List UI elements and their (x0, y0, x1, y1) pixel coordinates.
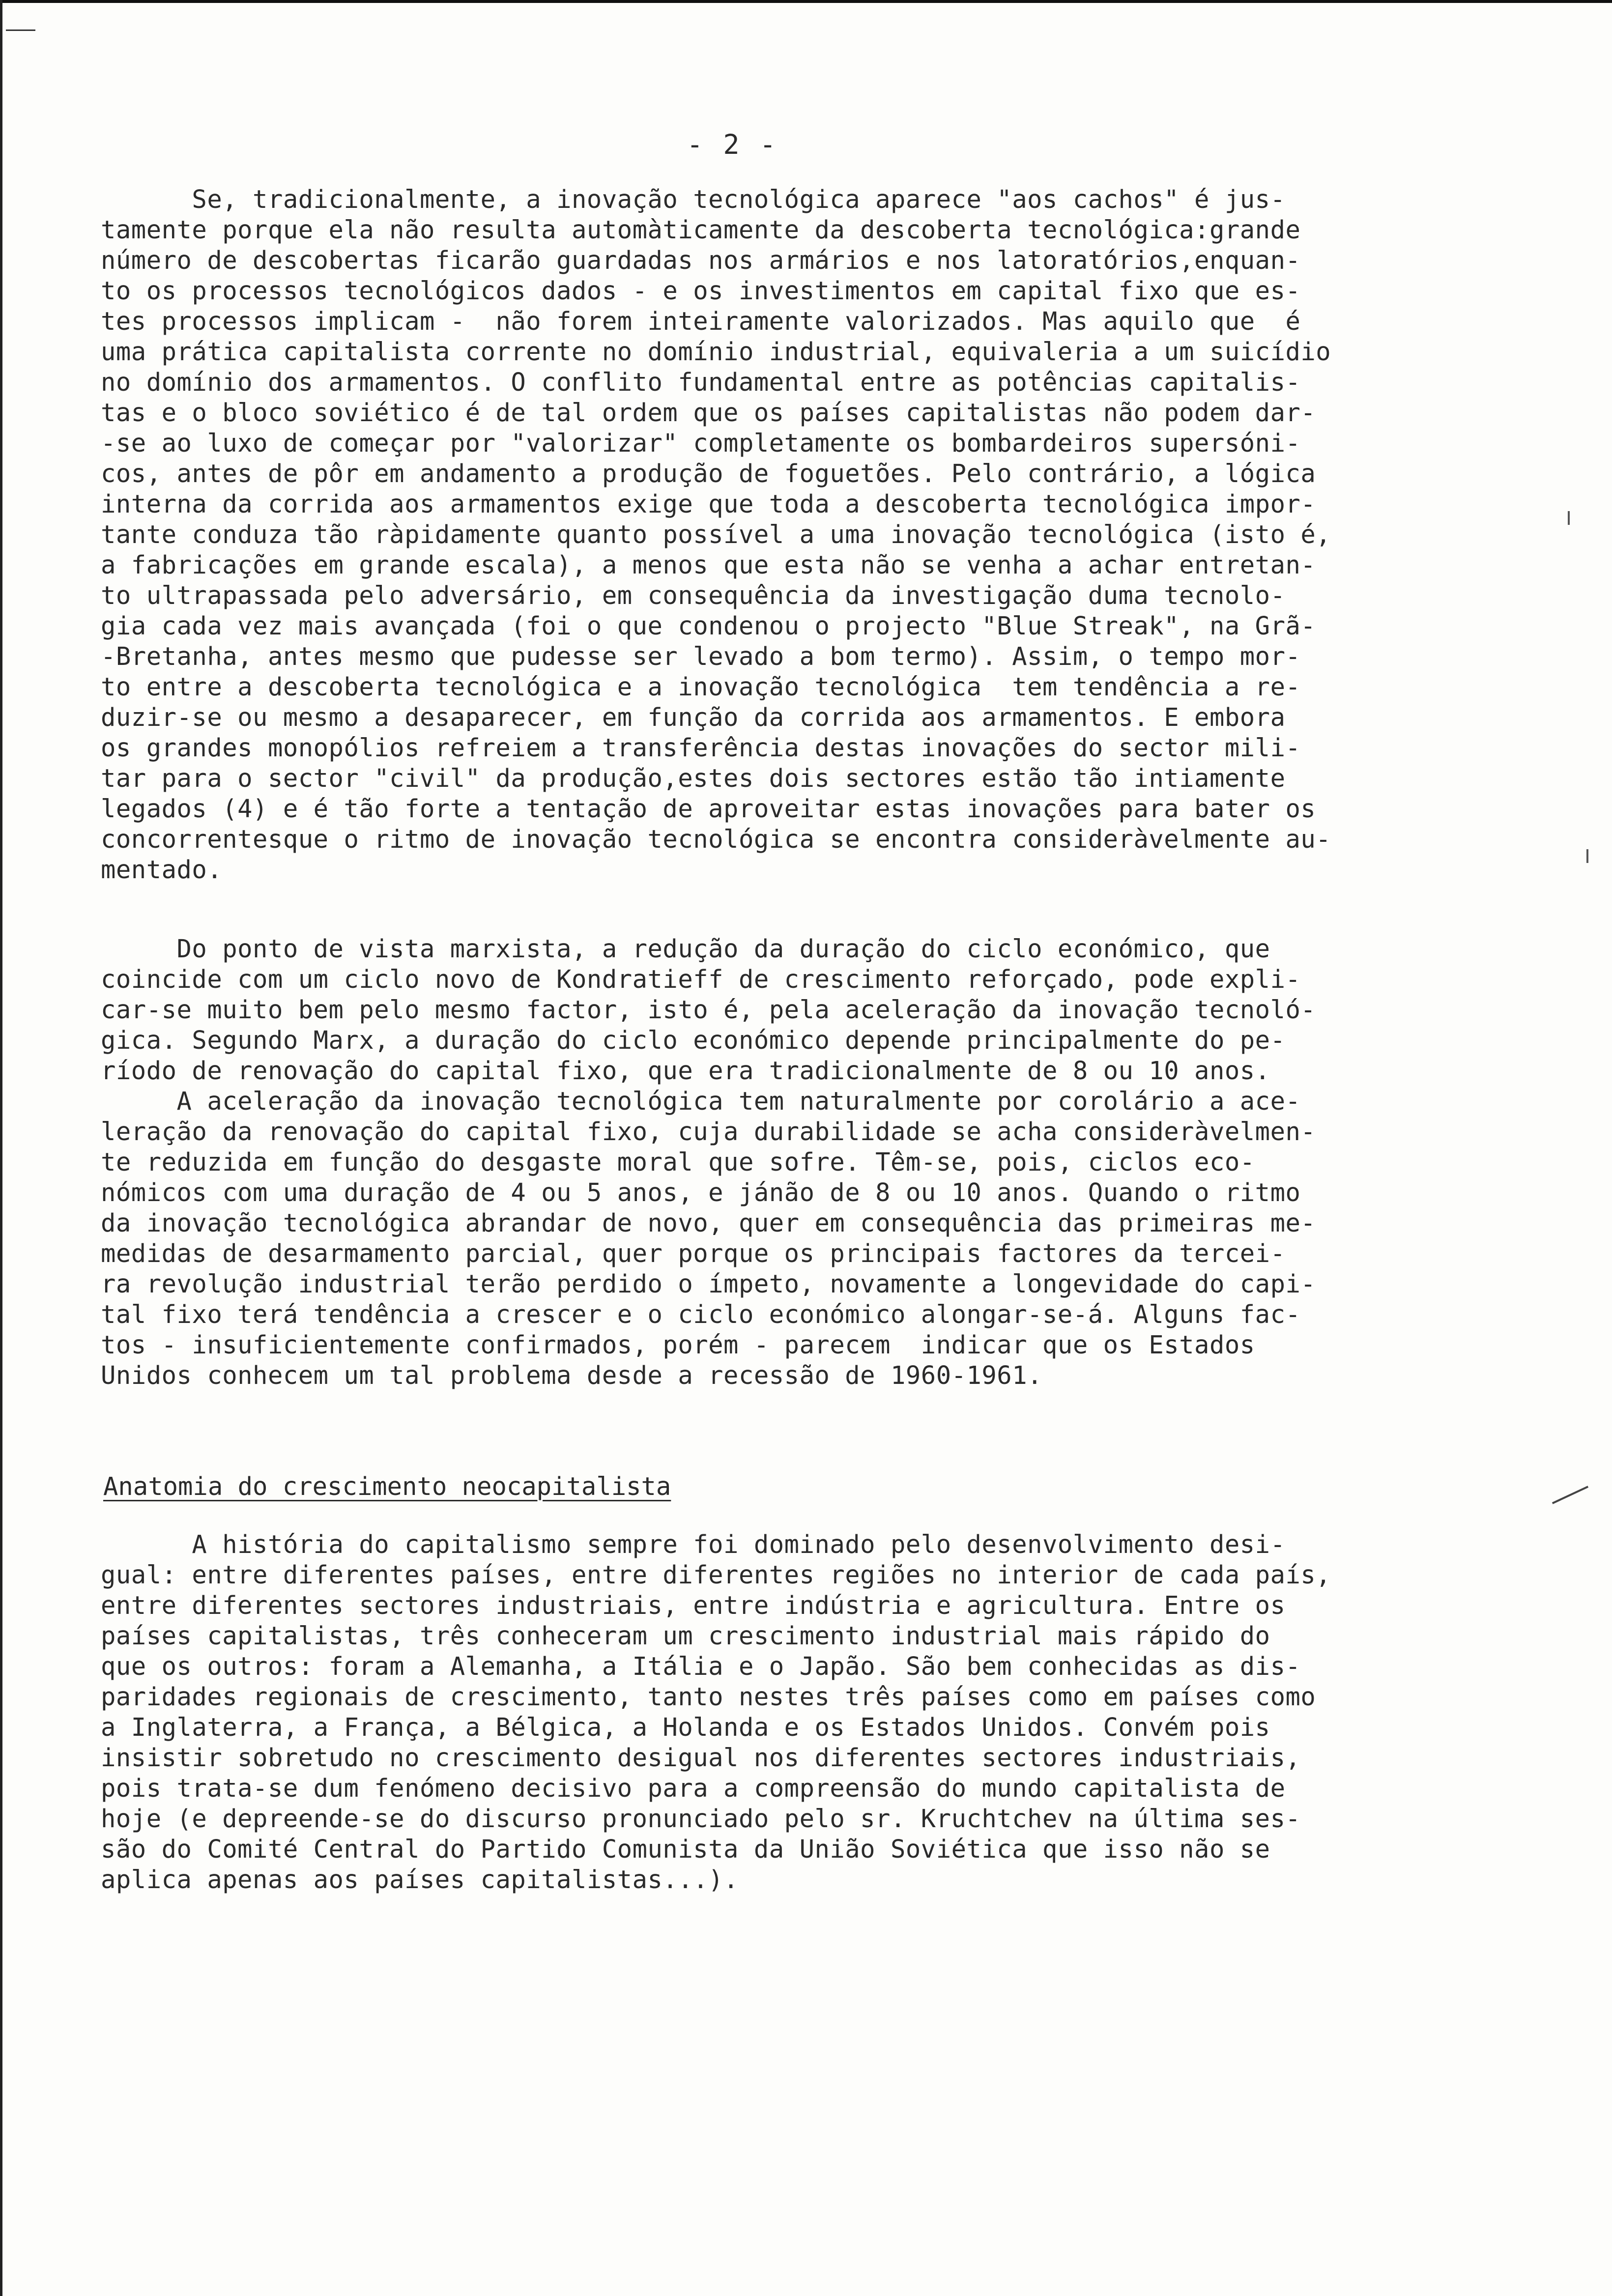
text-line: tas e o bloco soviético é de tal ordem que os países capitalistas não podem dar- (101, 398, 1316, 427)
text-line: medidas de desarmamento parcial, quer porque os principais factores da tercei- (101, 1239, 1286, 1268)
text-line: tamente porque ela não resulta automàticamente da descoberta tecnológica:grande (101, 215, 1301, 244)
text-line: entre diferentes sectores industriais, entre indústria e agricultura. Entre os (101, 1591, 1286, 1620)
text-line: pois trata-se dum fenómeno decisivo para a compreensão do mundo capitalista de (101, 1774, 1286, 1803)
text-line: países capitalistas, três conheceram um crescimento industrial mais rápido do (101, 1621, 1270, 1650)
text-line: interna da corrida aos armamentos exige que toda a descoberta tecnológica impor- (101, 489, 1316, 518)
text-line: coincide com um ciclo novo de Kondratieff de crescimento reforçado, pode expli- (101, 965, 1301, 994)
text-line: A aceleração da inovação tecnológica tem naturalmente por corolário a ace- (101, 1087, 1301, 1116)
text-line: to entre a descoberta tecnológica e a inovação tecnológica tem tendência a re- (101, 672, 1301, 701)
text-line: cos, antes de pôr em andamento a produção de foguetões. Pelo contrário, a lógica (101, 459, 1316, 488)
text-line: os grandes monopólios refreiem a transferência destas inovações do sector mili- (101, 733, 1301, 762)
text-line: A história do capitalismo sempre foi dominado pelo desenvolvimento desi- (101, 1530, 1286, 1559)
text-line: são do Comité Central do Partido Comunista da União Soviética que isso não se (101, 1835, 1270, 1864)
text-line: nómicos com uma duração de 4 ou 5 anos, e jánão de 8 ou 10 anos. Quando o ritmo (101, 1178, 1301, 1207)
text-line: a fabricações em grande escala), a menos que esta não se venha a achar entretan- (101, 550, 1316, 579)
text-line: tal fixo terá tendência a crescer e o ciclo económico alongar-se-á. Alguns fac- (101, 1300, 1301, 1329)
text-line: legados (4) e é tão forte a tentação de aproveitar estas inovações para bater os (101, 794, 1316, 823)
scan-border-top (0, 0, 1612, 3)
text-line: gica. Segundo Marx, a duração do ciclo económico depende principalmente do pe- (101, 1026, 1286, 1055)
text-line: ra revolução industrial terão perdido o ímpeto, novamente a longevidade do capi- (101, 1269, 1316, 1298)
text-line: ríodo de renovação do capital fixo, que era tradicionalmente de 8 ou 10 anos. (101, 1056, 1270, 1085)
margin-tick (1568, 511, 1570, 525)
text-line: to os processos tecnológicos dados - e os investimentos em capital fixo que es- (101, 276, 1301, 305)
text-line: aplica apenas aos países capitalistas...). (101, 1865, 739, 1894)
text-line: da inovação tecnológica abrandar de novo, quer em consequência das primeiras me- (101, 1208, 1316, 1237)
text-line: Se, tradicionalmente, a inovação tecnológica aparece "aos cachos" é jus- (101, 185, 1286, 214)
text-line: to ultrapassada pelo adversário, em consequência da investigação duma tecnolo- (101, 581, 1286, 610)
text-line: paridades regionais de crescimento, tanto nestes três países como em países como (101, 1682, 1316, 1711)
text-line: no domínio dos armamentos. O conflito fundamental entre as potências capitalis- (101, 368, 1301, 397)
text-line: gia cada vez mais avançada (foi o que condenou o projecto "Blue Streak", na Grã- (101, 611, 1316, 640)
text-line: insistir sobretudo no crescimento desigual nos diferentes sectores industriais, (101, 1743, 1301, 1772)
section-heading: Anatomia do crescimento neocapitalista (103, 1472, 671, 1501)
text-line: a Inglaterra, a França, a Bélgica, a Holanda e os Estados Unidos. Convém pois (101, 1713, 1270, 1742)
text-line: uma prática capitalista corrente no domínio industrial, equivaleria a um suicídio (101, 337, 1331, 366)
text-line: car-se muito bem pelo mesmo factor, isto é, pela aceleração da inovação tecnoló- (101, 995, 1316, 1024)
text-line: -Bretanha, antes mesmo que pudesse ser levado a bom termo). Assim, o tempo mor- (101, 642, 1301, 671)
text-line: leração da renovação do capital fixo, cuja durabilidade se acha consideràvelmen- (101, 1117, 1316, 1146)
text-line: -se ao luxo de começar por "valorizar" completamente os bombardeiros supersóni- (101, 429, 1301, 458)
margin-mark (6, 29, 35, 34)
text-line: concorrentesque o ritmo de inovação tecnológica se encontra consideràvelmente au- (101, 825, 1331, 854)
text-line: Do ponto de vista marxista, a redução da duração do ciclo económico, que (101, 934, 1270, 963)
text-line: duzir-se ou mesmo a desaparecer, em função da corrida aos armamentos. E embora (101, 703, 1286, 732)
text-line: gual: entre diferentes países, entre diferentes regiões no interior de cada país, (101, 1560, 1331, 1589)
text-line: hoje (e depreende-se do discurso pronunciado pelo sr. Kruchtchev na última ses- (101, 1804, 1301, 1833)
margin-stroke (1552, 1486, 1588, 1504)
text-line: número de descobertas ficarão guardadas nos armários e nos latoratórios,enquan- (101, 246, 1301, 275)
text-line: mentado. (101, 855, 223, 884)
margin-tick (1586, 849, 1588, 863)
scan-border-left (0, 0, 2, 2296)
text-line: tante conduza tão ràpidamente quanto possível a uma inovação tecnológica (isto é, (101, 520, 1331, 549)
page-number: - 2 - (687, 129, 778, 160)
text-line: que os outros: foram a Alemanha, a Itália e o Japão. São bem conhecidas as dis- (101, 1652, 1301, 1681)
text-line: tar para o sector "civil" da produção,estes dois sectores estão tão intiamente (101, 764, 1286, 793)
text-line: te reduzida em função do desgaste moral que sofre. Têm-se, pois, ciclos eco- (101, 1148, 1255, 1177)
text-line: tos - insuficientemente confirmados, porém - parecem indicar que os Estados (101, 1330, 1255, 1359)
text-line: Unidos conhecem um tal problema desde a recessão de 1960-1961. (101, 1361, 1043, 1390)
text-line: tes processos implicam - não forem inteiramente valorizados. Mas aquilo que é (101, 307, 1301, 336)
